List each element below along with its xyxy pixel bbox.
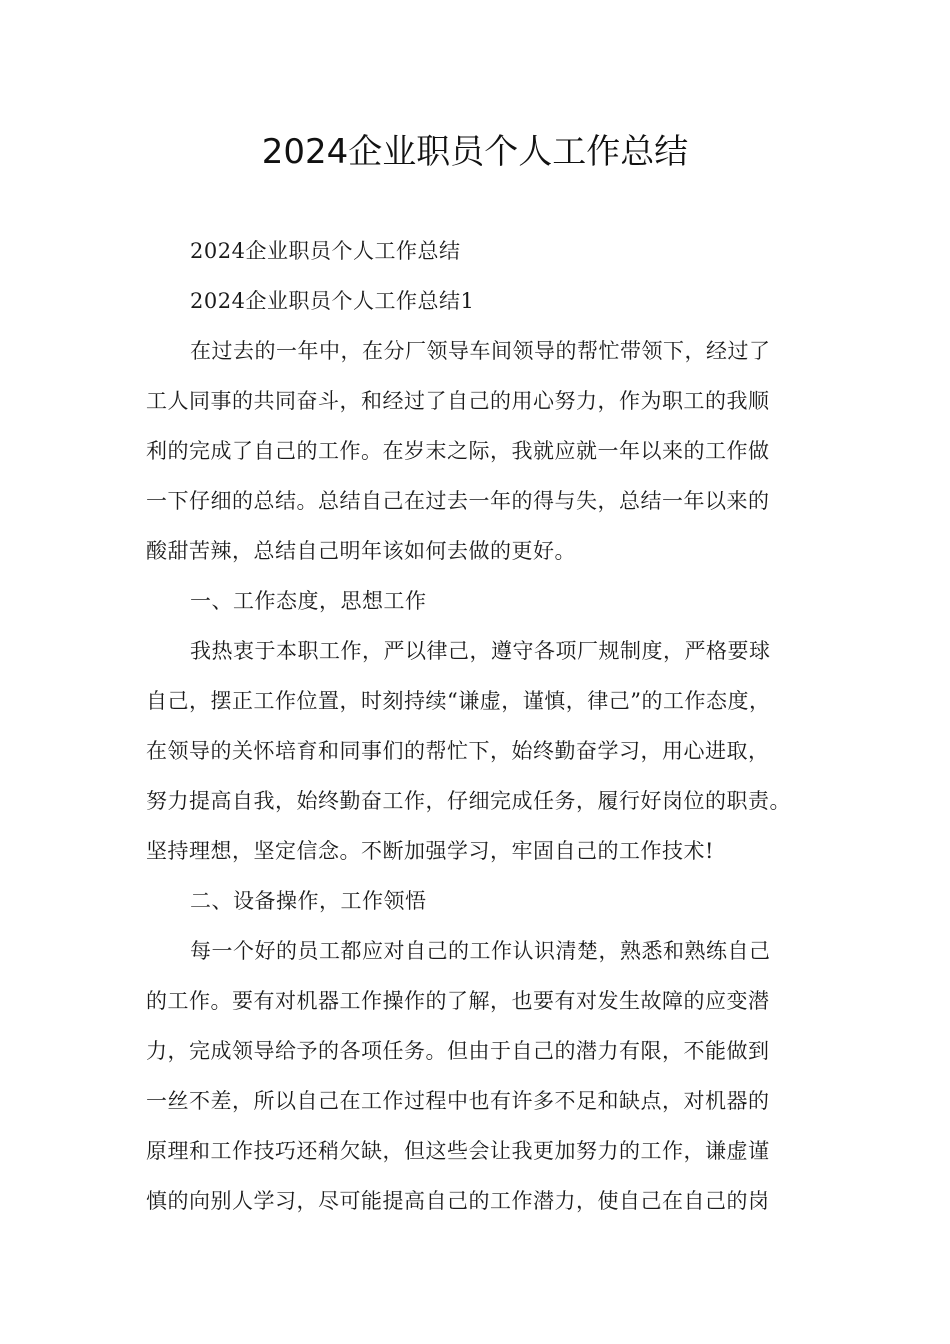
page-title: 2024企业职员个人工作总结 [261,132,689,172]
paragraph-line: 每一个好的员工都应对自己的工作认识清楚，熟悉和熟练自己 [190,939,771,963]
subtitle-line: 2024企业职员个人工作总结 [190,239,461,263]
paragraph-line: 在过去的一年中，在分厂领导车间领导的帮忙带领下，经过了 [190,339,771,363]
paragraph-line: 原理和工作技巧还稍欠缺，但这些会让我更加努力的工作，谦虚谨 [146,1139,770,1163]
paragraph-line: 慎的向别人学习，尽可能提高自己的工作潜力，使自己在自己的岗 [146,1189,770,1213]
section-heading: 二、设备操作，工作领悟 [190,889,427,913]
paragraph-line: 一下仔细的总结。总结自己在过去一年的得与失，总结一年以来的 [146,489,770,513]
paragraph-line: 酸甜苦辣，总结自己明年该如何去做的更好。 [146,539,576,563]
section-heading: 一、工作态度，思想工作 [190,589,427,613]
paragraph-line: 自己，摆正工作位置，时刻持续“谦虚，谨慎，律己”的工作态度， [146,689,771,713]
paragraph-line: 在领导的关怀培育和同事们的帮忙下，始终勤奋学习，用心进取， [146,739,770,763]
paragraph-line: 我热衷于本职工作，严以律己，遵守各项厂规制度，严格要球 [190,639,771,663]
paragraph-line: 坚持理想，坚定信念。不断加强学习，牢固自己的工作技术! [146,839,714,863]
section-heading: 2024企业职员个人工作总结1 [190,289,475,313]
paragraph-line: 利的完成了自己的工作。在岁末之际，我就应就一年以来的工作做 [146,439,770,463]
paragraph-line: 一丝不差，所以自己在工作过程中也有许多不足和缺点，对机器的 [146,1089,770,1113]
paragraph-line: 力，完成领导给予的各项任务。但由于自己的潜力有限，不能做到 [146,1039,770,1063]
paragraph-line: 努力提高自我，始终勤奋工作，仔细完成任务，履行好岗位的职责。 [146,789,791,813]
paragraph-line: 工人同事的共同奋斗，和经过了自己的用心努力，作为职工的我顺 [146,389,770,413]
paragraph-line: 的工作。要有对机器工作操作的了解，也要有对发生故障的应变潜 [146,989,770,1013]
